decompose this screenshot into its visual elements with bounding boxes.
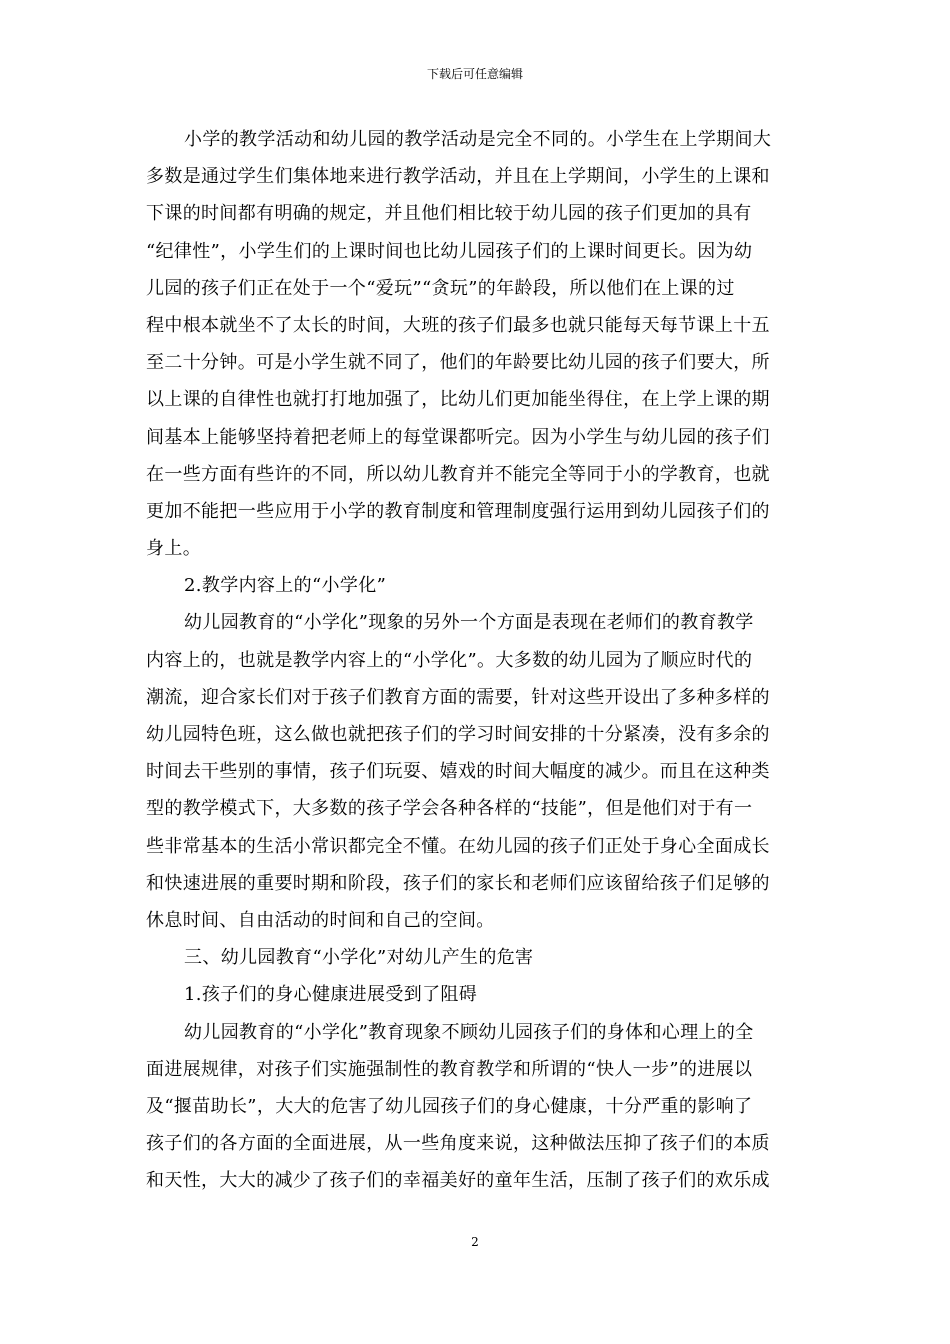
text-line: 间基本上能够坚持着把老师上的每堂课都听完。因为小学生与幼儿园的孩子们 [146, 426, 770, 448]
text-line: 更加不能把一些应用于小学的教育制度和管理制度强行运用到幼儿园孩子们的 [146, 500, 770, 522]
text-line: 三、幼儿园教育“小学化”对幼儿产生的危害 [184, 947, 534, 969]
text-line: 潮流，迎合家长们对于孩子们教育方面的需要，针对这些开设出了多种多样的 [146, 686, 770, 708]
text-line: 身上。 [146, 538, 202, 560]
text-line: 下课的时间都有明确的规定，并且他们相比较于幼儿园的孩子们更加的具有 [146, 203, 752, 225]
text-line: 以上课的自律性也就打打地加强了，比幼儿们更加能坐得住，在上学上课的期 [146, 389, 770, 411]
text-line: 1.孩子们的身心健康进展受到了阻碍 [184, 984, 478, 1006]
text-line: 及“揠苗助长”，大大的危害了幼儿园孩子们的身心健康，十分严重的影响了 [146, 1095, 753, 1117]
text-line: 和天性，大大的减少了孩子们的幸福美好的童年生活，压制了孩子们的欢乐成 [146, 1170, 770, 1192]
text-line: 2.教学内容上的“小学化” [184, 575, 387, 597]
text-line: 型的教学模式下，大多数的孩子学会各种各样的“技能”，但是他们对于有一 [146, 798, 753, 820]
text-line: 小学的教学活动和幼儿园的教学活动是完全不同的。小学生在上学期间大 [184, 129, 772, 150]
page-header: 下载后可任意编辑 [426, 67, 523, 81]
text-line: 幼儿园特色班，这么做也就把孩子们的学习时间安排的十分紧凑，没有多余的 [146, 724, 770, 745]
text-line: 休息时间、自由活动的时间和自己的空间。 [146, 909, 495, 931]
text-line: 面进展规律，对孩子们实施强制性的教育教学和所谓的“快人一步”的进展以 [146, 1058, 753, 1080]
text-line: 在一些方面有些许的不同，所以幼儿教育并不能完全等同于小的学教育，也就 [146, 463, 770, 485]
page-number: 2 [471, 1235, 479, 1249]
text-line: 和快速进展的重要时期和阶段，孩子们的家长和老师们应该留给孩子们足够的 [146, 872, 770, 894]
text-line: 多数是通过学生们集体地来进行教学活动，并且在上学期间，小学生的上课和 [146, 166, 770, 188]
text-line: 儿园的孩子们正在处于一个“爱玩”“贪玩”的年龄段，所以他们在上课的过 [146, 277, 735, 299]
text-line: 至二十分钟。可是小学生就不同了，他们的年龄要比幼儿园的孩子们要大，所 [146, 352, 770, 374]
text-line: 幼儿园教育的“小学化”现象的另外一个方面是表现在老师们的教育教学 [184, 612, 754, 634]
text-line: 些非常基本的生活小常识都完全不懂。在幼儿园的孩子们正处于身心全面成长 [146, 835, 770, 857]
text-line: 时间去干些别的事情，孩子们玩耍、嬉戏的时间大幅度的减少。而且在这种类 [146, 761, 770, 783]
text-line: 孩子们的各方面的全面进展，从一些角度来说，这种做法压抑了孩子们的本质 [146, 1133, 770, 1155]
document-body [146, 121, 806, 1199]
text-line: 内容上的，也就是教学内容上的“小学化”。大多数的幼儿园为了顺应时代的 [146, 649, 753, 671]
text-line: 程中根本就坐不了太长的时间，大班的孩子们最多也就只能每天每节课上十五 [146, 314, 770, 336]
text-line: 幼儿园教育的“小学化”教育现象不顾幼儿园孩子们的身体和心理上的全 [184, 1021, 754, 1043]
text-line: “纪律性”，小学生们的上课时间也比幼儿园孩子们的上课时间更长。因为幼 [146, 240, 753, 262]
